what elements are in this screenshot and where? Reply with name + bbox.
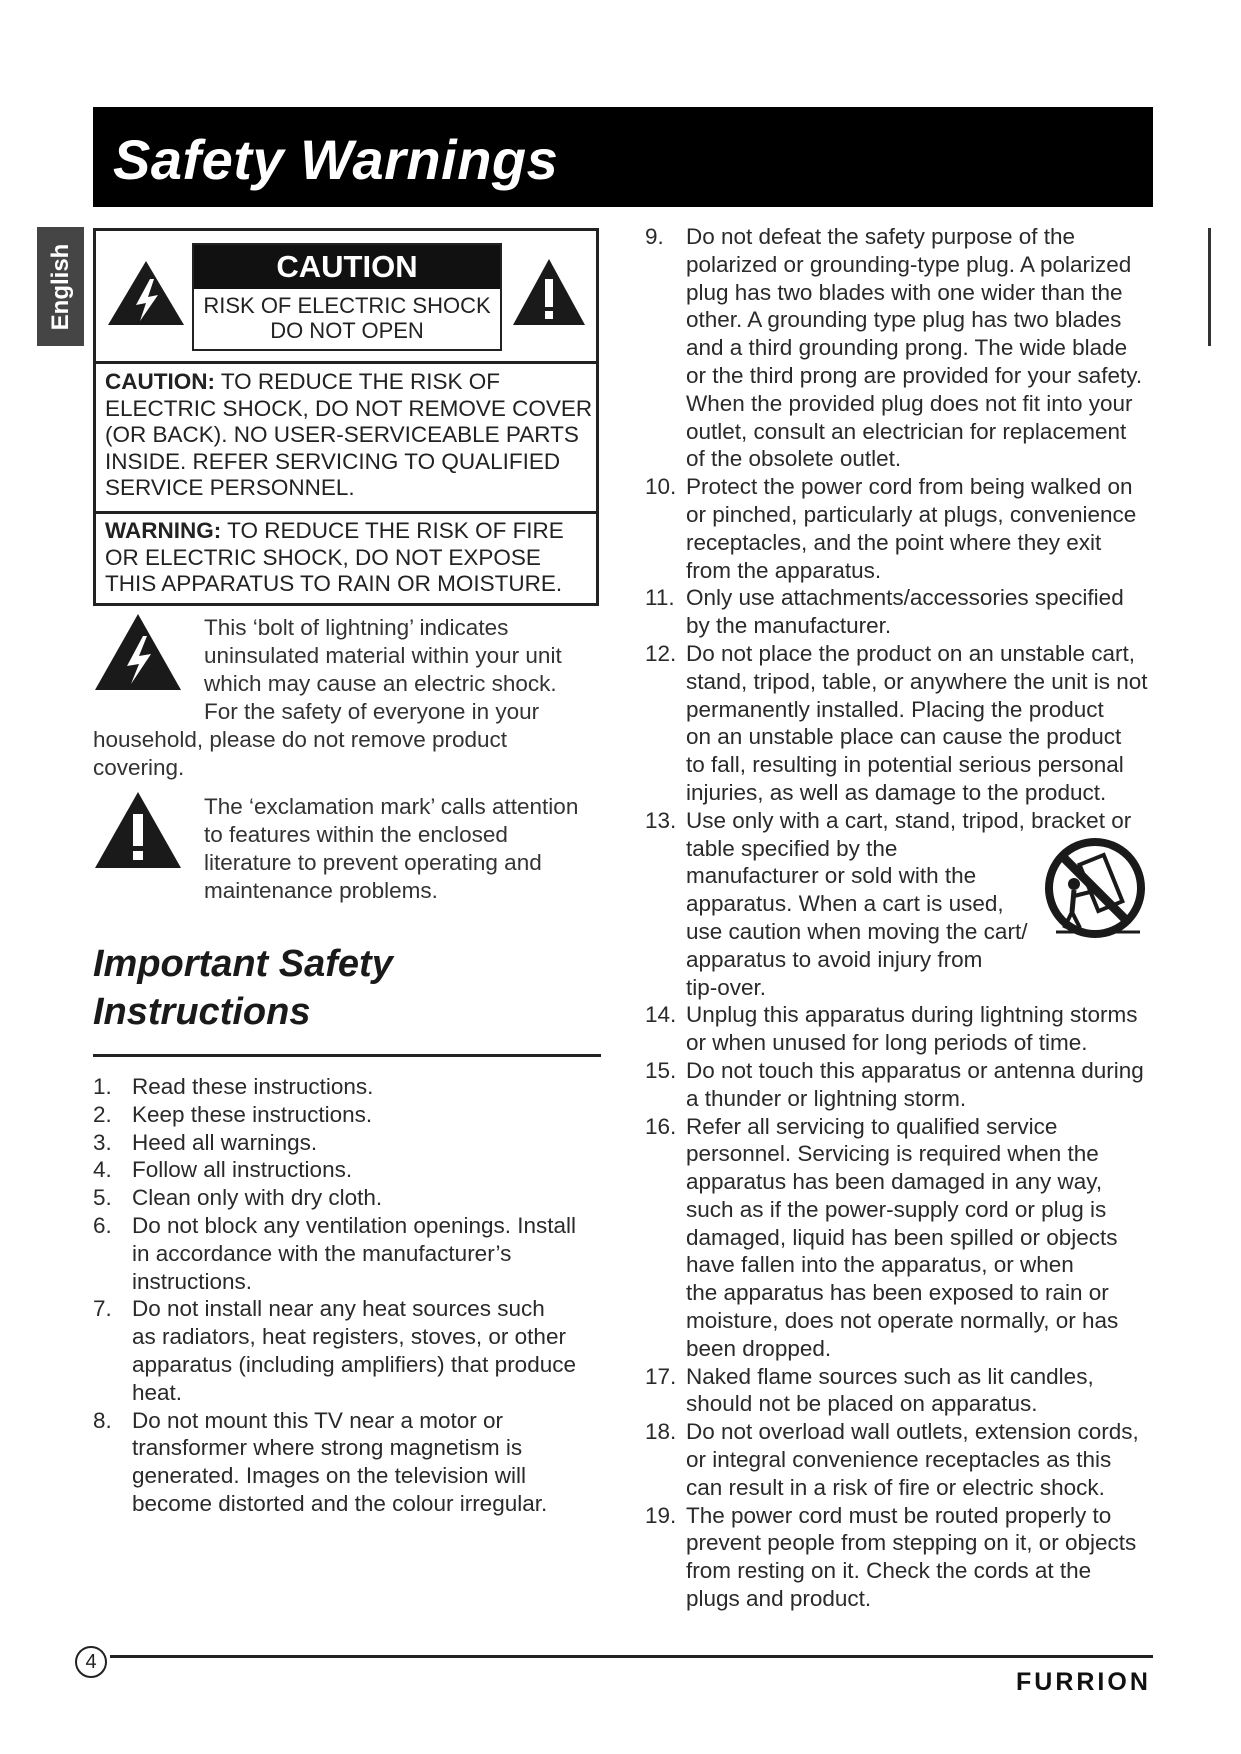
section-rule xyxy=(93,1054,601,1057)
instruction-line: prevent people from stepping on it, or objects xyxy=(686,1530,1137,1556)
caution-label-box xyxy=(192,243,502,351)
instruction-line: tip-over. xyxy=(686,974,767,1000)
page-title: Safety Warnings xyxy=(113,128,559,191)
warning-lead: WARNING: xyxy=(105,518,222,543)
instruction-line: by the manufacturer. xyxy=(686,613,892,639)
instruction-number: 1. xyxy=(93,1074,112,1099)
caution-lead: CAUTION: xyxy=(105,369,215,394)
instruction-line: apparatus to avoid injury from xyxy=(686,946,983,972)
caution-statement xyxy=(105,369,593,502)
instruction-number: 14. xyxy=(645,1002,677,1028)
instruction-line: instructions. xyxy=(132,1268,253,1294)
instruction-text xyxy=(132,1295,576,1406)
instruction-line: Heed all warnings. xyxy=(132,1129,318,1155)
instruction-item xyxy=(645,223,1155,473)
caution-text: TO REDUCE THE RISK OF ELECTRIC SHOCK, DO NOT REMOVE COVER (OR BACK). NO USER-SERVICEABLE PARTS INSIDE. REFER SERVICING TO QUALIFIED SERVICE PERSONNEL. xyxy=(105,369,593,500)
instruction-number: 2. xyxy=(93,1101,112,1127)
instruction-text xyxy=(686,473,1136,584)
instruction-line: become distorted and the colour irregular. xyxy=(132,1490,548,1516)
instruction-text xyxy=(686,1057,1144,1113)
instruction-number: 5. xyxy=(93,1185,112,1211)
instruction-line: Do not place the product on an unstable cart, xyxy=(686,640,1136,666)
instruction-line: Do not mount this TV near a motor or xyxy=(132,1407,504,1433)
title-banner xyxy=(93,107,1153,207)
instruction-line: in accordance with the manufacturer’s xyxy=(132,1240,512,1266)
exclamation-line: to features within the enclosed xyxy=(204,822,508,847)
instruction-line: Use only with a cart, stand, tripod, bracket or xyxy=(686,807,1132,833)
language-tab xyxy=(37,227,84,346)
instruction-number: 15. xyxy=(645,1057,677,1083)
instruction-line: Naked flame sources such as lit candles, xyxy=(686,1363,1094,1389)
instruction-item xyxy=(93,1129,603,1157)
instruction-line: from the apparatus. xyxy=(686,557,882,583)
instruction-line: or pinched, particularly at plugs, convenience xyxy=(686,501,1137,527)
instruction-line: heat. xyxy=(132,1379,183,1405)
instruction-number: 10. xyxy=(645,474,677,500)
instruction-item xyxy=(93,1156,603,1184)
instruction-text xyxy=(132,1101,372,1129)
instruction-item xyxy=(645,1057,1155,1113)
instruction-number: 19. xyxy=(645,1502,677,1528)
exclamation-line: maintenance problems. xyxy=(204,878,438,903)
instruction-line: have fallen into the apparatus, or when xyxy=(686,1252,1074,1278)
instruction-number: 13. xyxy=(645,807,677,833)
instruction-text xyxy=(686,584,1124,640)
instruction-line: When the provided plug does not fit into your xyxy=(686,390,1133,416)
instruction-item xyxy=(93,1073,603,1101)
instruction-item xyxy=(93,1212,603,1295)
caution-line-2: DO NOT OPEN xyxy=(270,318,424,343)
instruction-line: Do not touch this apparatus or antenna during xyxy=(686,1057,1144,1083)
instruction-item xyxy=(645,640,1155,807)
caution-box xyxy=(93,228,599,606)
instruction-line: should not be placed on apparatus. xyxy=(686,1391,1038,1417)
instruction-item xyxy=(93,1407,603,1518)
lightning-warning-icon xyxy=(106,259,186,327)
instruction-number: 11. xyxy=(645,585,675,611)
instruction-line: outlet, consult an electrician for replacement xyxy=(686,418,1127,444)
instruction-line: such as if the power-supply cord or plug is xyxy=(686,1196,1107,1222)
instruction-number: 12. xyxy=(645,640,677,666)
instruction-line: Refer all servicing to qualified service xyxy=(686,1113,1058,1139)
instruction-item xyxy=(93,1184,603,1212)
instruction-text xyxy=(132,1212,576,1295)
page-number: 4 xyxy=(75,1646,107,1678)
instruction-line: injuries, as well as damage to the product. xyxy=(686,779,1107,805)
instruction-line: Do not block any ventilation openings. Install xyxy=(132,1212,577,1238)
instruction-line: Keep these instructions. xyxy=(132,1101,373,1127)
instruction-item xyxy=(645,1001,1155,1057)
section-heading xyxy=(93,940,393,1036)
instruction-text xyxy=(686,1502,1136,1613)
exclamation-explanation xyxy=(204,793,604,905)
instruction-item xyxy=(93,1295,603,1406)
instruction-text xyxy=(686,1001,1138,1057)
language-label: English xyxy=(46,243,74,330)
instruction-item xyxy=(645,1502,1155,1613)
instruction-text xyxy=(132,1407,547,1518)
lightning-explanation xyxy=(204,614,604,726)
instruction-item xyxy=(645,1418,1155,1501)
lightning-symbol-icon xyxy=(93,612,183,692)
instruction-number: 17. xyxy=(645,1363,677,1389)
instruction-text xyxy=(132,1184,382,1212)
instruction-line: Follow all instructions. xyxy=(132,1157,353,1183)
instruction-line: apparatus has been damaged in any way, xyxy=(686,1169,1103,1195)
divider xyxy=(96,511,596,514)
caution-line-1: RISK OF ELECTRIC SHOCK xyxy=(203,293,491,318)
instruction-text xyxy=(686,1418,1139,1501)
instruction-line: or integral convenience receptacles as this xyxy=(686,1447,1112,1473)
instruction-line: stand, tripod, table, or anywhere the unit is not xyxy=(686,668,1148,694)
lightning-explanation-cont xyxy=(93,726,603,782)
instruction-line: Protect the power cord from being walked on xyxy=(686,474,1133,500)
instruction-line: Do not overload wall outlets, extension cords, xyxy=(686,1419,1139,1445)
instruction-item xyxy=(645,584,1155,640)
instruction-line: Do not install near any heat sources such xyxy=(132,1296,545,1322)
instruction-text xyxy=(132,1129,317,1157)
section-heading-line: Important Safety xyxy=(93,943,393,985)
instruction-line: generated. Images on the television will xyxy=(132,1463,526,1489)
instruction-line: the apparatus has been exposed to rain or xyxy=(686,1280,1109,1306)
lightning-line: covering. xyxy=(93,755,185,780)
instruction-line: can result in a risk of fire or electric shock. xyxy=(686,1474,1105,1500)
instruction-item xyxy=(93,1101,603,1129)
exclamation-line: literature to prevent operating and xyxy=(204,850,542,875)
instruction-line: or when unused for long periods of time. xyxy=(686,1030,1088,1056)
instruction-number: 8. xyxy=(93,1407,112,1433)
instruction-line: personnel. Servicing is required when the xyxy=(686,1141,1099,1167)
instruction-text xyxy=(686,1113,1118,1363)
warning-statement xyxy=(105,518,585,598)
instructions-list-left xyxy=(93,1073,603,1518)
instruction-line: table specified by the xyxy=(686,835,898,861)
instruction-line: The power cord must be routed properly to xyxy=(686,1502,1112,1528)
instruction-item xyxy=(645,1113,1155,1363)
instruction-line: of the obsolete outlet. xyxy=(686,446,902,472)
instruction-line: and a third grounding prong. The wide blade xyxy=(686,335,1128,361)
lightning-line: uninsulated material within your unit xyxy=(204,643,562,668)
instruction-number: 18. xyxy=(645,1419,677,1445)
footer-rule xyxy=(110,1655,1153,1658)
lightning-line: For the safety of everyone in your xyxy=(204,699,540,724)
exclamation-warning-icon xyxy=(511,257,587,327)
instruction-text xyxy=(132,1073,373,1101)
instruction-text xyxy=(686,223,1142,473)
lightning-line: which may cause an electric shock. xyxy=(204,671,557,696)
instruction-line: plug has two blades with one wider than the xyxy=(686,279,1123,305)
divider xyxy=(96,361,596,364)
instruction-text xyxy=(132,1156,352,1184)
instruction-line: transformer where strong magnetism is xyxy=(132,1435,523,1461)
instruction-line: apparatus. When a cart is used, xyxy=(686,891,1004,917)
instruction-line: Read these instructions. xyxy=(132,1074,374,1099)
instruction-line: use caution when moving the cart/ xyxy=(686,918,1028,944)
instruction-text xyxy=(686,1363,1094,1419)
instruction-text xyxy=(686,640,1148,807)
instruction-line: on an unstable place can cause the product xyxy=(686,724,1122,750)
instruction-line: polarized or grounding-type plug. A polarized xyxy=(686,251,1132,277)
instruction-line: Unplug this apparatus during lightning storms xyxy=(686,1002,1138,1028)
instruction-number: 4. xyxy=(93,1157,112,1183)
instruction-line: manufacturer or sold with the xyxy=(686,863,977,889)
exclamation-symbol-icon xyxy=(93,790,183,870)
instruction-line: to fall, resulting in potential serious personal xyxy=(686,752,1124,778)
lightning-line: household, please do not remove product xyxy=(93,727,508,752)
instruction-line: Only use attachments/accessories specified xyxy=(686,585,1124,611)
instruction-item xyxy=(645,473,1155,584)
instruction-line: a thunder or lightning storm. xyxy=(686,1085,967,1111)
instruction-line: other. A grounding type plug has two blades xyxy=(686,307,1122,333)
instruction-line: or the third prong are provided for your safety. xyxy=(686,362,1143,388)
instruction-line: permanently installed. Placing the product xyxy=(686,696,1104,722)
instruction-line: been dropped. xyxy=(686,1335,832,1361)
instruction-line: damaged, liquid has been spilled or objects xyxy=(686,1224,1118,1250)
section-heading-line: Instructions xyxy=(93,991,311,1033)
instruction-line: as radiators, heat registers, stoves, or other xyxy=(132,1324,566,1350)
instruction-number: 3. xyxy=(93,1129,112,1155)
instruction-line: plugs and product. xyxy=(686,1586,872,1612)
instruction-line: receptacles, and the point where they exit xyxy=(686,529,1102,555)
instruction-line: moisture, does not operate normally, or has xyxy=(686,1308,1119,1334)
warning-text: TO REDUCE THE RISK OF FIRE OR ELECTRIC SHOCK, DO NOT EXPOSE THIS APPARATUS TO RAIN OR MOISTURE. xyxy=(105,518,564,596)
instruction-number: 7. xyxy=(93,1296,112,1322)
margin-rule xyxy=(1208,228,1211,346)
instruction-line: from resting on it. Check the cords at the xyxy=(686,1558,1092,1584)
caution-heading: CAUTION xyxy=(194,245,500,289)
exclamation-line: The ‘exclamation mark’ calls attention xyxy=(204,794,579,819)
instruction-line: Do not defeat the safety purpose of the xyxy=(686,224,1076,249)
instruction-line: apparatus (including amplifiers) that produce xyxy=(132,1351,576,1377)
instruction-item xyxy=(645,1363,1155,1419)
brand-logo: FURRION xyxy=(1016,1668,1151,1696)
instruction-number: 16. xyxy=(645,1113,677,1139)
cart-tipover-icon xyxy=(1042,836,1148,940)
lightning-line: This ‘bolt of lightning’ indicates xyxy=(204,615,509,640)
instruction-number: 9. xyxy=(645,224,664,249)
instruction-line: Clean only with dry cloth. xyxy=(132,1185,383,1211)
instruction-number: 6. xyxy=(93,1212,112,1238)
